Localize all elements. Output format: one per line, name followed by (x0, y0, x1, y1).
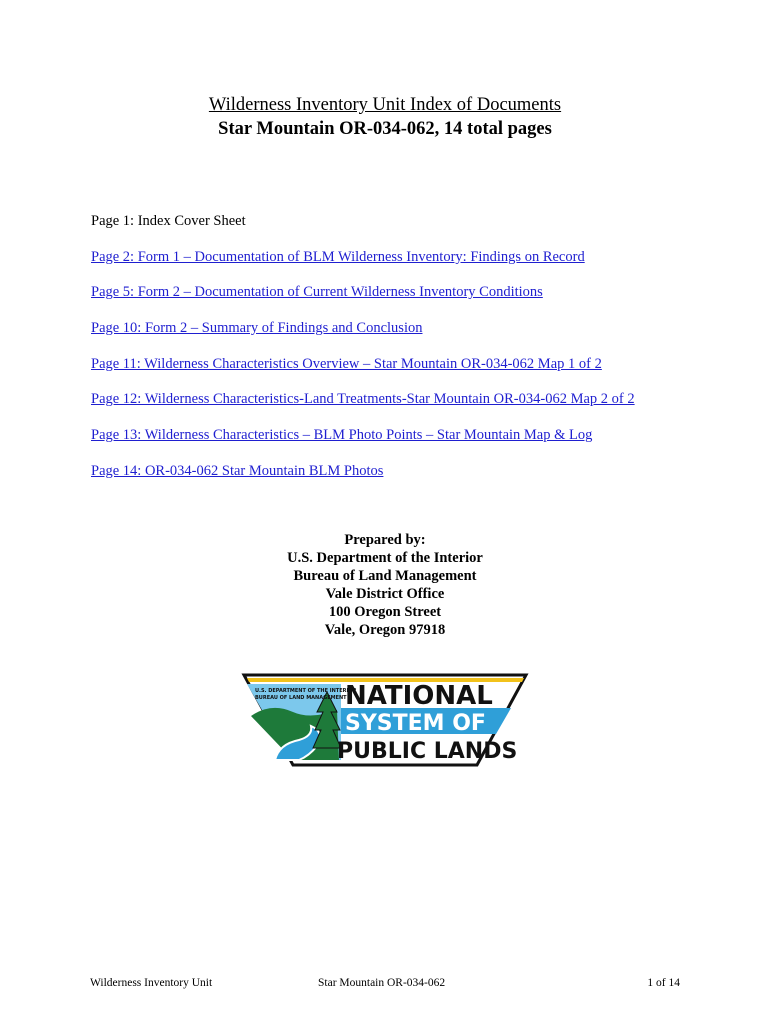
footer-center: Star Mountain OR-034-062 (318, 977, 446, 989)
index-link-page-11[interactable]: Page 11: Wilderness Characteristics Overview – Star Mountain OR-034-062 Map 1 of 2 (91, 355, 602, 372)
logo-word-public-lands: PUBLIC LANDS (337, 739, 518, 764)
prepared-by-dept: U.S. Department of the Interior (287, 549, 483, 566)
index-link-page-14[interactable]: Page 14: OR-034-062 Star Mountain BLM Photos (91, 462, 384, 479)
index-link-page-12[interactable]: Page 12: Wilderness Characteristics-Land Treatments-Star Mountain OR-034-062 Map 2 of 2 (91, 391, 635, 408)
prepared-by-city: Vale, Oregon 97918 (324, 621, 446, 638)
title-block (0, 93, 770, 141)
prepared-by-bureau: Bureau of Land Management (293, 567, 477, 584)
logo-badge-line1: U.S. DEPARTMENT OF THE INTERIOR (255, 688, 357, 694)
index-link-page-13[interactable]: Page 13: Wilderness Characteristics – BLM Photo Points – Star Mountain Map & Log (91, 427, 593, 444)
footer-left: Wilderness Inventory Unit (90, 977, 213, 989)
logo-badge-line2: BUREAU OF LAND MANAGEMENT (255, 695, 347, 701)
prepared-by-office: Vale District Office (325, 585, 445, 602)
prepared-by-street: 100 Oregon Street (328, 603, 442, 620)
index-list (91, 211, 710, 497)
prepared-by-block (0, 532, 770, 639)
logo-word-national: NATIONAL (345, 681, 493, 711)
document-title: Wilderness Inventory Unit Index of Documents (208, 95, 562, 115)
index-link-page-2[interactable]: Page 2: Form 1 – Documentation of BLM Wilderness Inventory: Findings on Record (91, 248, 585, 265)
index-item-page-1: Page 1: Index Cover Sheet (91, 213, 246, 229)
index-link-page-5[interactable]: Page 5: Form 2 – Documentation of Current Wilderness Inventory Conditions (91, 284, 543, 301)
document-subtitle: Star Mountain OR-034-062, 14 total pages (218, 119, 552, 139)
page-footer (90, 977, 680, 993)
logo-word-system-of: SYSTEM OF (345, 711, 486, 736)
national-system-of-public-lands-logo (241, 672, 529, 768)
footer-page-number: 1 of 14 (647, 977, 680, 989)
prepared-by-label: Prepared by: (344, 532, 426, 548)
index-link-page-10[interactable]: Page 10: Form 2 – Summary of Findings and Conclusion (91, 320, 423, 337)
